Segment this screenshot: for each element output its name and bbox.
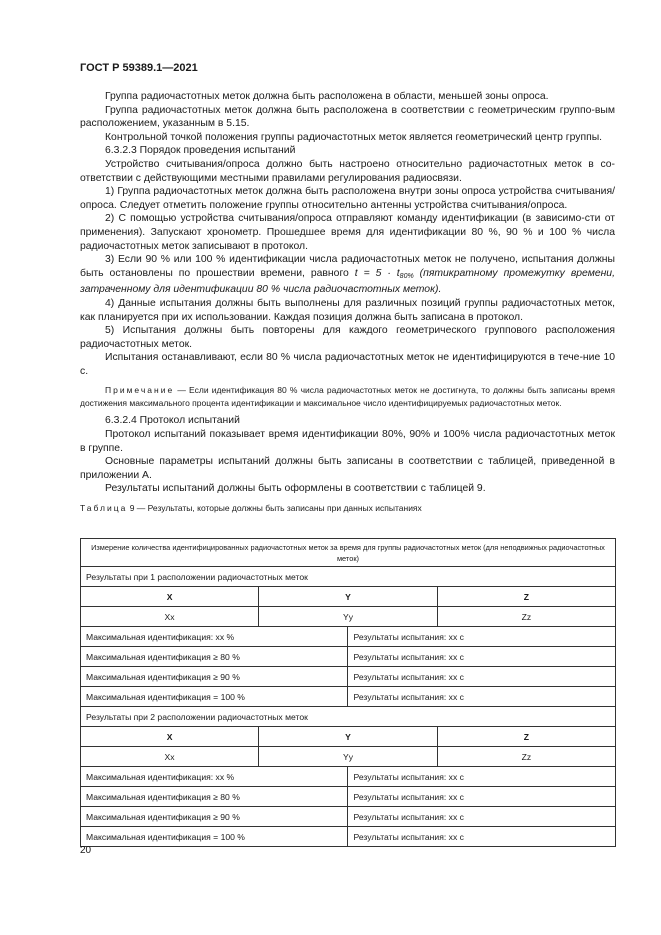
section-heading: 6.3.2.3 Порядок проведения испытаний: [105, 145, 296, 157]
note-label: Примечание: [105, 385, 175, 396]
formula: t = 5 · t: [354, 267, 400, 279]
col-header-z: Z: [437, 587, 615, 607]
col-header-z: Z: [437, 727, 615, 747]
result-cell: Результаты испытания: хх с: [348, 767, 616, 787]
table-header-cell: Измерение количества идентифицированных радиочастотных меток за время для группы радиочастотных меток (для неподвижных радиочастотных меток): [81, 539, 616, 567]
result-cell: Результаты испытания: хх с: [348, 827, 616, 847]
result-cell: Результаты испытания: хх с: [348, 687, 616, 707]
paragraph: [80, 253, 615, 297]
identification-cell: Максимальная идентификация ≥ 80 %: [81, 787, 348, 807]
note-text: — Если идентификация 80 % числа радиочастотных меток не достигнута, то должны быть записаны время достижения максимального процента идентификации и максимальное число идентифицируемых радиочастотных меток.: [80, 385, 615, 408]
identification-cell: Максимальная идентификация = 100 %: [81, 687, 348, 707]
value-y: Yy: [259, 747, 438, 767]
value-x: Xx: [81, 607, 259, 627]
table-row: [81, 539, 616, 567]
identification-cell: Максимальная идентификация: хх %: [81, 627, 348, 647]
table-caption: [80, 502, 615, 516]
paragraph: 1) Группа радиочастотных меток должна быть расположена внутри зоны опроса устройства считывания/опроса. Следует отметить положение группы относительно антенны устройства считывания/опроса.: [80, 186, 615, 211]
results-table: [80, 538, 616, 847]
table-row: [81, 607, 616, 627]
identification-cell: Максимальная идентификация ≥ 80 %: [81, 647, 348, 667]
table-row: [81, 807, 616, 827]
table-caption-text: 9 — Результаты, которые должны быть записаны при данных испытаниях: [127, 503, 422, 514]
paragraph: 2) С помощью устройства считывания/опроса отправляют команду идентификации (в зависимо-сти от применения). Запускают хронометр. Прошедшее время для идентификации 80 %, 90 % и 100 % числа радиочастотных меток записывают в протокол.: [80, 213, 615, 252]
identification-cell: Максимальная идентификация ≥ 90 %: [81, 807, 348, 827]
identification-cell: Максимальная идентификация = 100 %: [81, 827, 348, 847]
value-y: Yy: [259, 607, 438, 627]
table-row: [81, 567, 616, 587]
paragraph: 5) Испытания должны быть повторены для каждого геометрического группового расположения радиочастотных меток.: [80, 325, 615, 350]
paragraph: Контрольной точкой положения группы радиочастотных меток является геометрический центр группы.: [105, 131, 603, 143]
body-text: [80, 90, 615, 516]
paragraph: Протокол испытаний показывает время идентификации 80%, 90% и 100% числа радиочастотных меток в группе.: [80, 429, 615, 454]
result-cell: Результаты испытания: хх с: [348, 647, 616, 667]
table-row: [81, 747, 616, 767]
group-title-cell: Результаты при 2 расположении радиочастотных меток: [81, 707, 616, 727]
result-cell: Результаты испытания: хх с: [348, 807, 616, 827]
table-row: [81, 787, 616, 807]
table-row: [81, 727, 616, 747]
table-row: [81, 707, 616, 727]
formula-subscript: 80%: [399, 272, 414, 280]
value-z: Zz: [437, 747, 615, 767]
paragraph: Основные параметры испытаний должны быть записаны в соответствии с таблицей, приведенной в приложении А.: [80, 456, 615, 481]
col-header-y: Y: [259, 727, 438, 747]
table-caption-label: Таблица: [80, 503, 128, 514]
paragraph: Группа радиочастотных меток должна быть расположена в области, меньшей зоны опроса.: [105, 91, 549, 102]
identification-cell: Максимальная идентификация ≥ 90 %: [81, 667, 348, 687]
paragraph: Устройство считывания/опроса должно быть настроено относительно радиочастотных меток в со-ответствии с действующими местными правилами регулирования радиосвязи.: [80, 158, 615, 184]
table-row: [81, 667, 616, 687]
table-row: [81, 627, 616, 647]
col-header-x: X: [81, 587, 259, 607]
paragraph: Группа радиочастотных меток должна быть расположена в соответствии с геометрическим группо-вым расположением, указанным в 5.15.: [80, 104, 615, 130]
note: [80, 384, 615, 409]
paragraph-text-italic: (пятикратному промежутку времени, затраченному для идентификации 80 % числа радиочастотных меток).: [80, 267, 615, 296]
col-header-y: Y: [259, 587, 438, 607]
col-header-x: X: [81, 727, 259, 747]
table-row: [81, 767, 616, 787]
result-cell: Результаты испытания: хх с: [348, 627, 616, 647]
paragraph: Испытания останавливают, если 80 % числа радиочастотных меток не идентифицируются в тече-ние 10 с.: [80, 352, 615, 377]
section-heading: 6.3.2.4 Протокол испытаний: [105, 415, 240, 427]
document-header: ГОСТ Р 59389.1—2021: [80, 62, 198, 74]
paragraph: Результаты испытаний должны быть оформлены в соответствии с таблицей 9.: [105, 483, 486, 495]
value-z: Zz: [437, 607, 615, 627]
page-number: 20: [80, 845, 92, 856]
group-title-cell: Результаты при 1 расположении радиочастотных меток: [81, 567, 616, 587]
paragraph-text: 3) Если 90 % или 100 % идентификации числа радиочастотных меток не получено, испытания должны быть остановлены по прошествии времени, равного: [80, 254, 615, 279]
table-row: [81, 827, 616, 847]
value-x: Xx: [81, 747, 259, 767]
table-row: [81, 587, 616, 607]
result-cell: Результаты испытания: хх с: [348, 787, 616, 807]
table-row: [81, 687, 616, 707]
result-cell: Результаты испытания: хх с: [348, 667, 616, 687]
paragraph: 4) Данные испытания должны быть выполнены для различных позиций группы радиочастотных меток, как планируется при их использовании. Каждая позиция должна быть записана в протокол.: [80, 297, 615, 323]
table-row: [81, 647, 616, 667]
identification-cell: Максимальная идентификация: хх %: [81, 767, 348, 787]
